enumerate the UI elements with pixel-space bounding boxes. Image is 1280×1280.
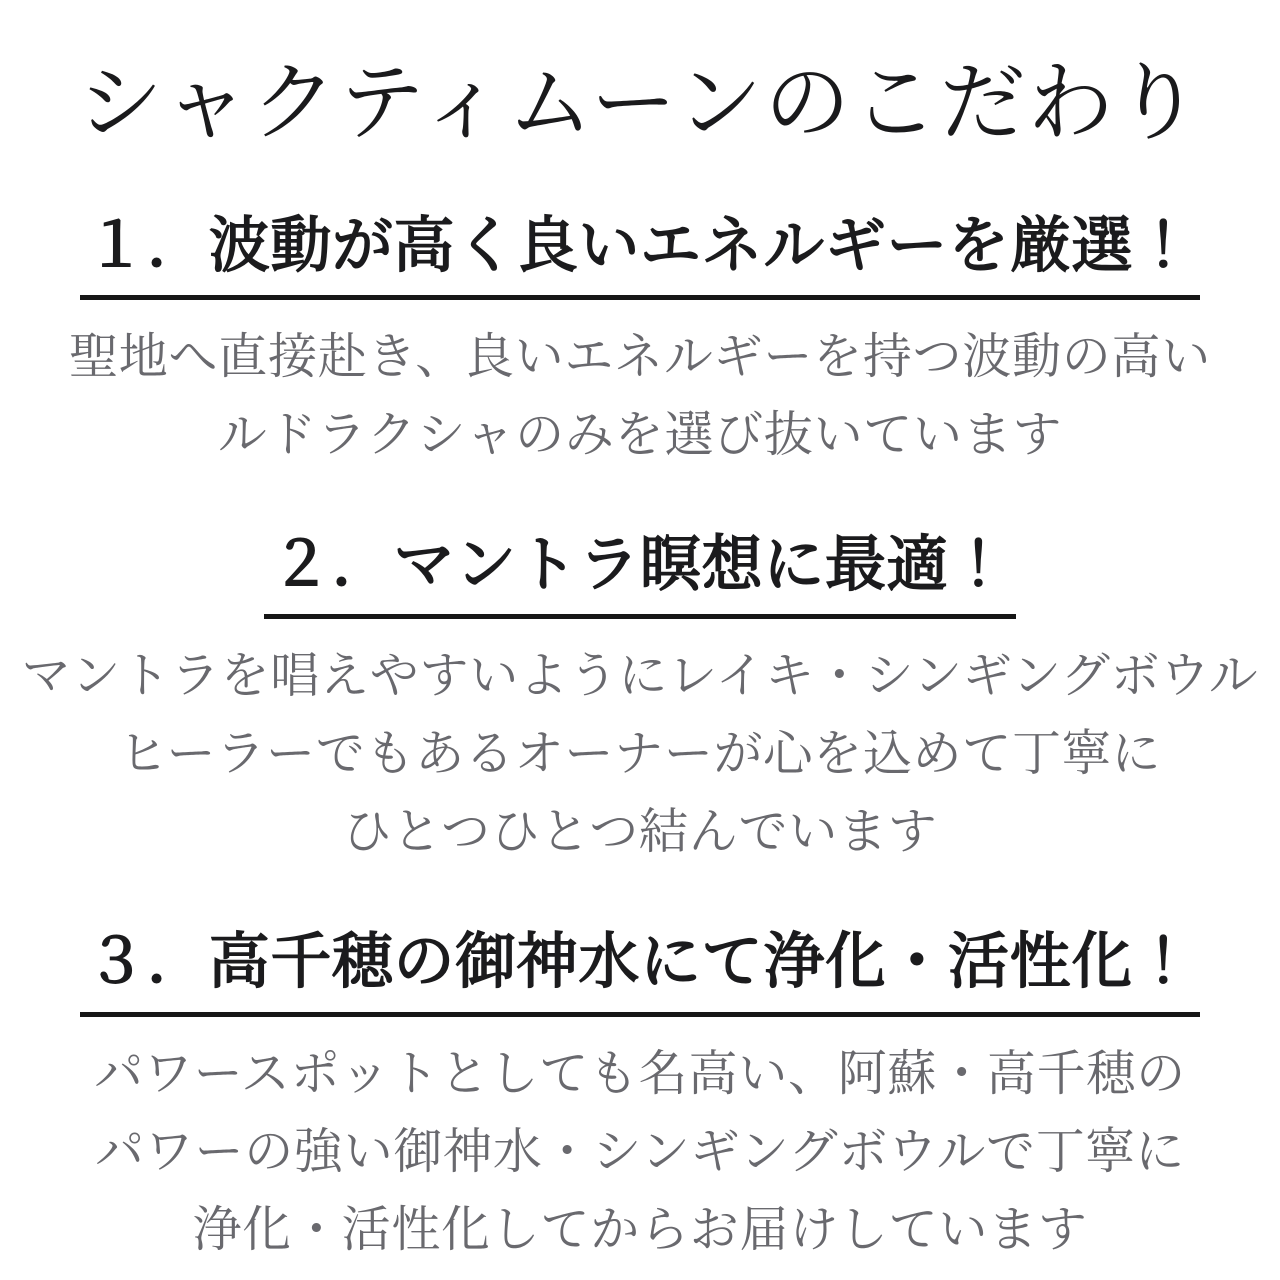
section-2-body-line-1: マントラを唱えやすいようにレイキ・シンギングボウル	[21, 647, 1259, 705]
section-2-body	[0, 637, 1280, 871]
section-2-body-line-2: ヒーラーでもあるオーナーが心を込めて丁寧に	[118, 725, 1162, 783]
section-2-heading: ２．マントラ瞑想に最適！	[264, 530, 1015, 619]
section-3-body-line-1: パワースポットとしても名高い、阿蘇・高千穂の	[94, 1044, 1186, 1102]
section-1-body	[0, 318, 1280, 474]
section-3-body-line-2: パワーの強い御神水・シンギングボウルで丁寧に	[94, 1122, 1185, 1180]
section-purification	[0, 927, 1280, 1268]
section-energy-selection	[0, 211, 1280, 474]
section-3-body	[0, 1035, 1280, 1269]
section-3-heading: ３．高千穂の御神水にて浄化・活性化！	[80, 927, 1201, 1016]
section-mantra-meditation	[0, 530, 1280, 871]
section-1-body-line-1: 聖地へ直接赴き、良いエネルギーを持つ波動の高い	[69, 328, 1211, 386]
section-2-body-line-3: ひとつひとつ結んでいます	[342, 803, 938, 861]
section-1-heading: １．波動が高く良いエネルギーを厳選！	[80, 211, 1201, 300]
section-1-body-line-2: ルドラクシャのみを選び抜いています	[217, 406, 1063, 464]
page-title: シャクティムーンのこだわり	[77, 53, 1203, 153]
section-3-body-line-3: 浄化・活性化してからお届けしています	[192, 1200, 1088, 1258]
